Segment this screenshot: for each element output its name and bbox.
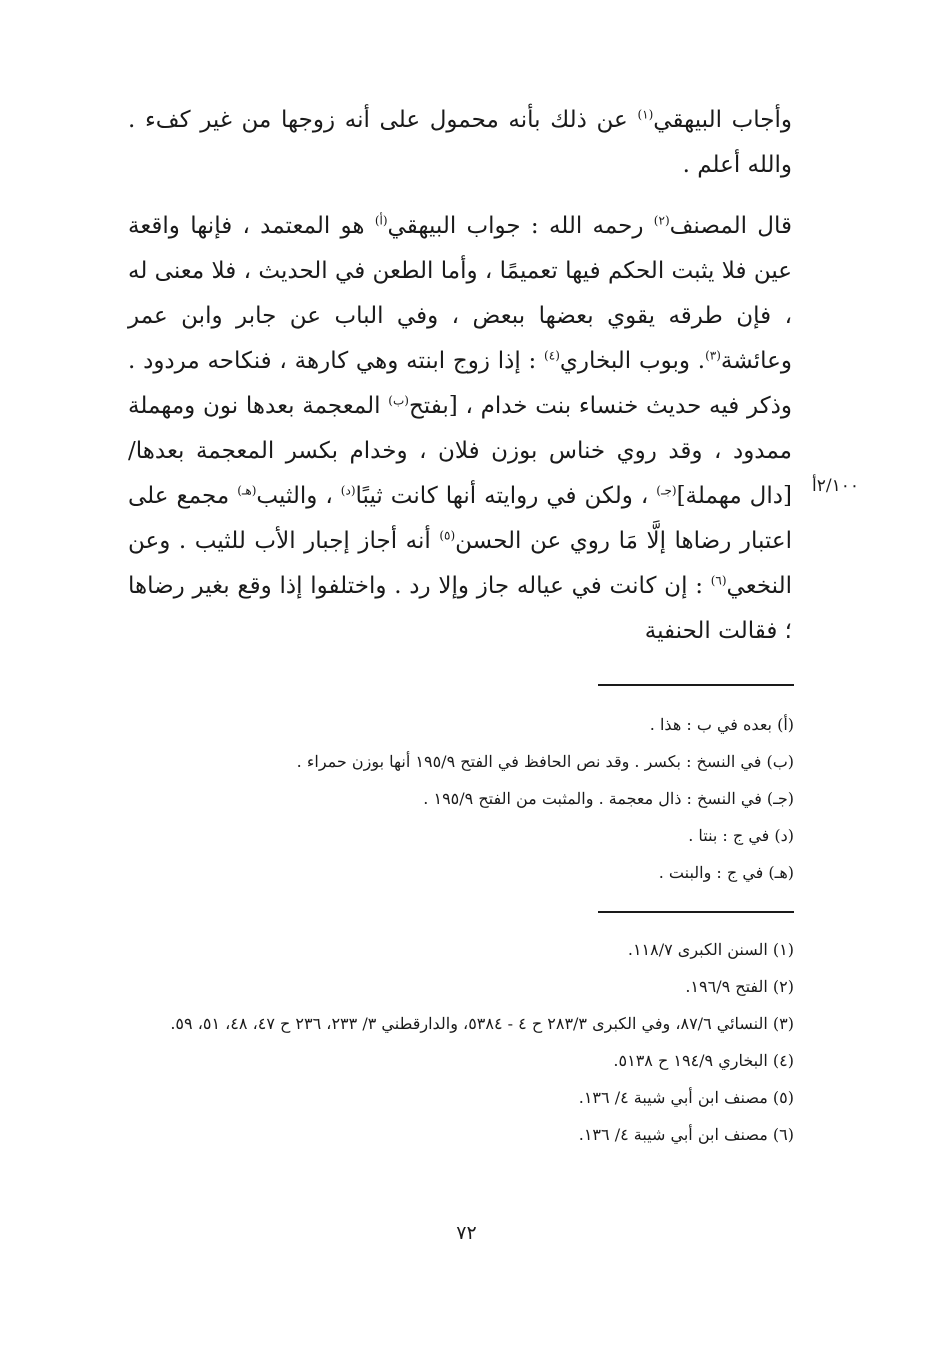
- source-note: (٥) مصنف ابن أبي شيبة ٤/ ١٣٦.: [578, 1088, 794, 1107]
- footnote-marker: (٢): [653, 213, 670, 228]
- variant-notes-list: [130, 706, 794, 891]
- footnote-marker: (جـ): [656, 483, 677, 498]
- variant-note: (هـ) في ج : والبنت .: [658, 863, 794, 882]
- footnote-divider-sources: [598, 911, 794, 913]
- text-run: وأجاب البيهقي: [653, 107, 793, 133]
- footnote-divider-variants: [598, 684, 794, 686]
- footnote-marker: (٤): [544, 348, 560, 363]
- footnote-marker: (١): [637, 107, 654, 122]
- footnote-marker: (أ): [374, 213, 388, 228]
- source-note: (٣) النسائي ٨٧/٦، وفي الكبرى ٢٨٣/٣ ح ٤ - ٥٣٨٤، والدارقطني ٣/ ٢٣٣، ٢٣٦ ح ٤٧، ٤٨، ٥١، ٥٩.: [170, 1014, 794, 1033]
- source-note: (٢) الفتح ١٩٦/٩.: [685, 977, 794, 996]
- footnote-marker: (٣): [705, 348, 721, 363]
- text-run: : إذا زوج ابنته وهي كارهة ، فنكاحه مردود . وذكر فيه حديث خنساء بنت خدام ، [بفتح: [128, 348, 792, 419]
- text-run: ، ولكن في روايته أنها كانت ثيبًا: [355, 483, 657, 509]
- variant-note: (ب) في النسخ : بكسر . وقد نص الحافظ في الفتح ١٩٥/٩ أنها بوزن حمراء .: [296, 752, 794, 771]
- text-run: : إن كانت في عياله جاز وإلا رد . واختلفوا إذا وقع بغير رضاها ؛ فقالت الحنفية: [128, 573, 792, 644]
- source-note: (١) السنن الكبرى ١١٨/٧.: [627, 940, 794, 959]
- text-run: عن ذلك بأنه محمول على أنه زوجها من غير كفء . والله أعلم .: [128, 107, 792, 178]
- source-note: (٤) البخاري ١٩٤/٩ ح ٥١٣٨.: [613, 1051, 794, 1070]
- text-run: المعجمة بعدها نون ومهملة ممدود ، وقد روي خناس بوزن فلان ، وخدام بكسر المعجمة بعدها/ [دال مهملة]: [128, 393, 793, 509]
- source-note: (٦) مصنف ابن أبي شيبة ٤/ ١٣٦.: [578, 1125, 794, 1144]
- main-paragraph-2: [128, 204, 792, 654]
- main-paragraph-1: [128, 98, 792, 188]
- text-run: قال المصنف: [669, 213, 793, 239]
- text-run: أنه أجاز إجبار الأب للثيب . وعن النخعي: [128, 528, 792, 599]
- text-run: مجمع على اعتبار رضاها إلَّا مَا روي عن الحسن: [128, 483, 792, 554]
- margin-manuscript-reference: ٢/١٠٠أ: [812, 476, 859, 496]
- source-notes-list: [130, 931, 794, 1153]
- footnote-marker: (ب): [388, 393, 409, 408]
- text-run: ، والثيب: [256, 483, 341, 509]
- variant-note: (د) في ج : بنتا .: [688, 826, 794, 845]
- page-number: ٧٢: [456, 1222, 477, 1244]
- text-run: . وبوب البخاري: [559, 348, 706, 374]
- footnote-marker: (٥): [439, 528, 456, 543]
- main-text: [128, 98, 792, 654]
- variant-note: (أ) بعده في ب : هذا .: [649, 715, 794, 734]
- footnote-marker: (٦): [710, 573, 727, 588]
- footnote-marker: (د): [340, 483, 356, 498]
- footnote-marker: (هـ): [237, 483, 257, 498]
- variant-note: (جـ) في النسخ : ذال معجمة . والمثبت من الفتح ١٩٥/٩ .: [423, 789, 794, 808]
- text-run: هو المعتمد ، فإنها واقعة عين فلا يثبت الحكم فيها تعميمًا ، وأما الطعن في الحديث ، فلا معنى له ، فإن طرقه يقوي بعضها ببعض ، وفي الباب عن جابر وابن عمر وعائشة: [128, 213, 793, 374]
- text-run: رحمه الله : جواب البيهقي: [387, 213, 654, 239]
